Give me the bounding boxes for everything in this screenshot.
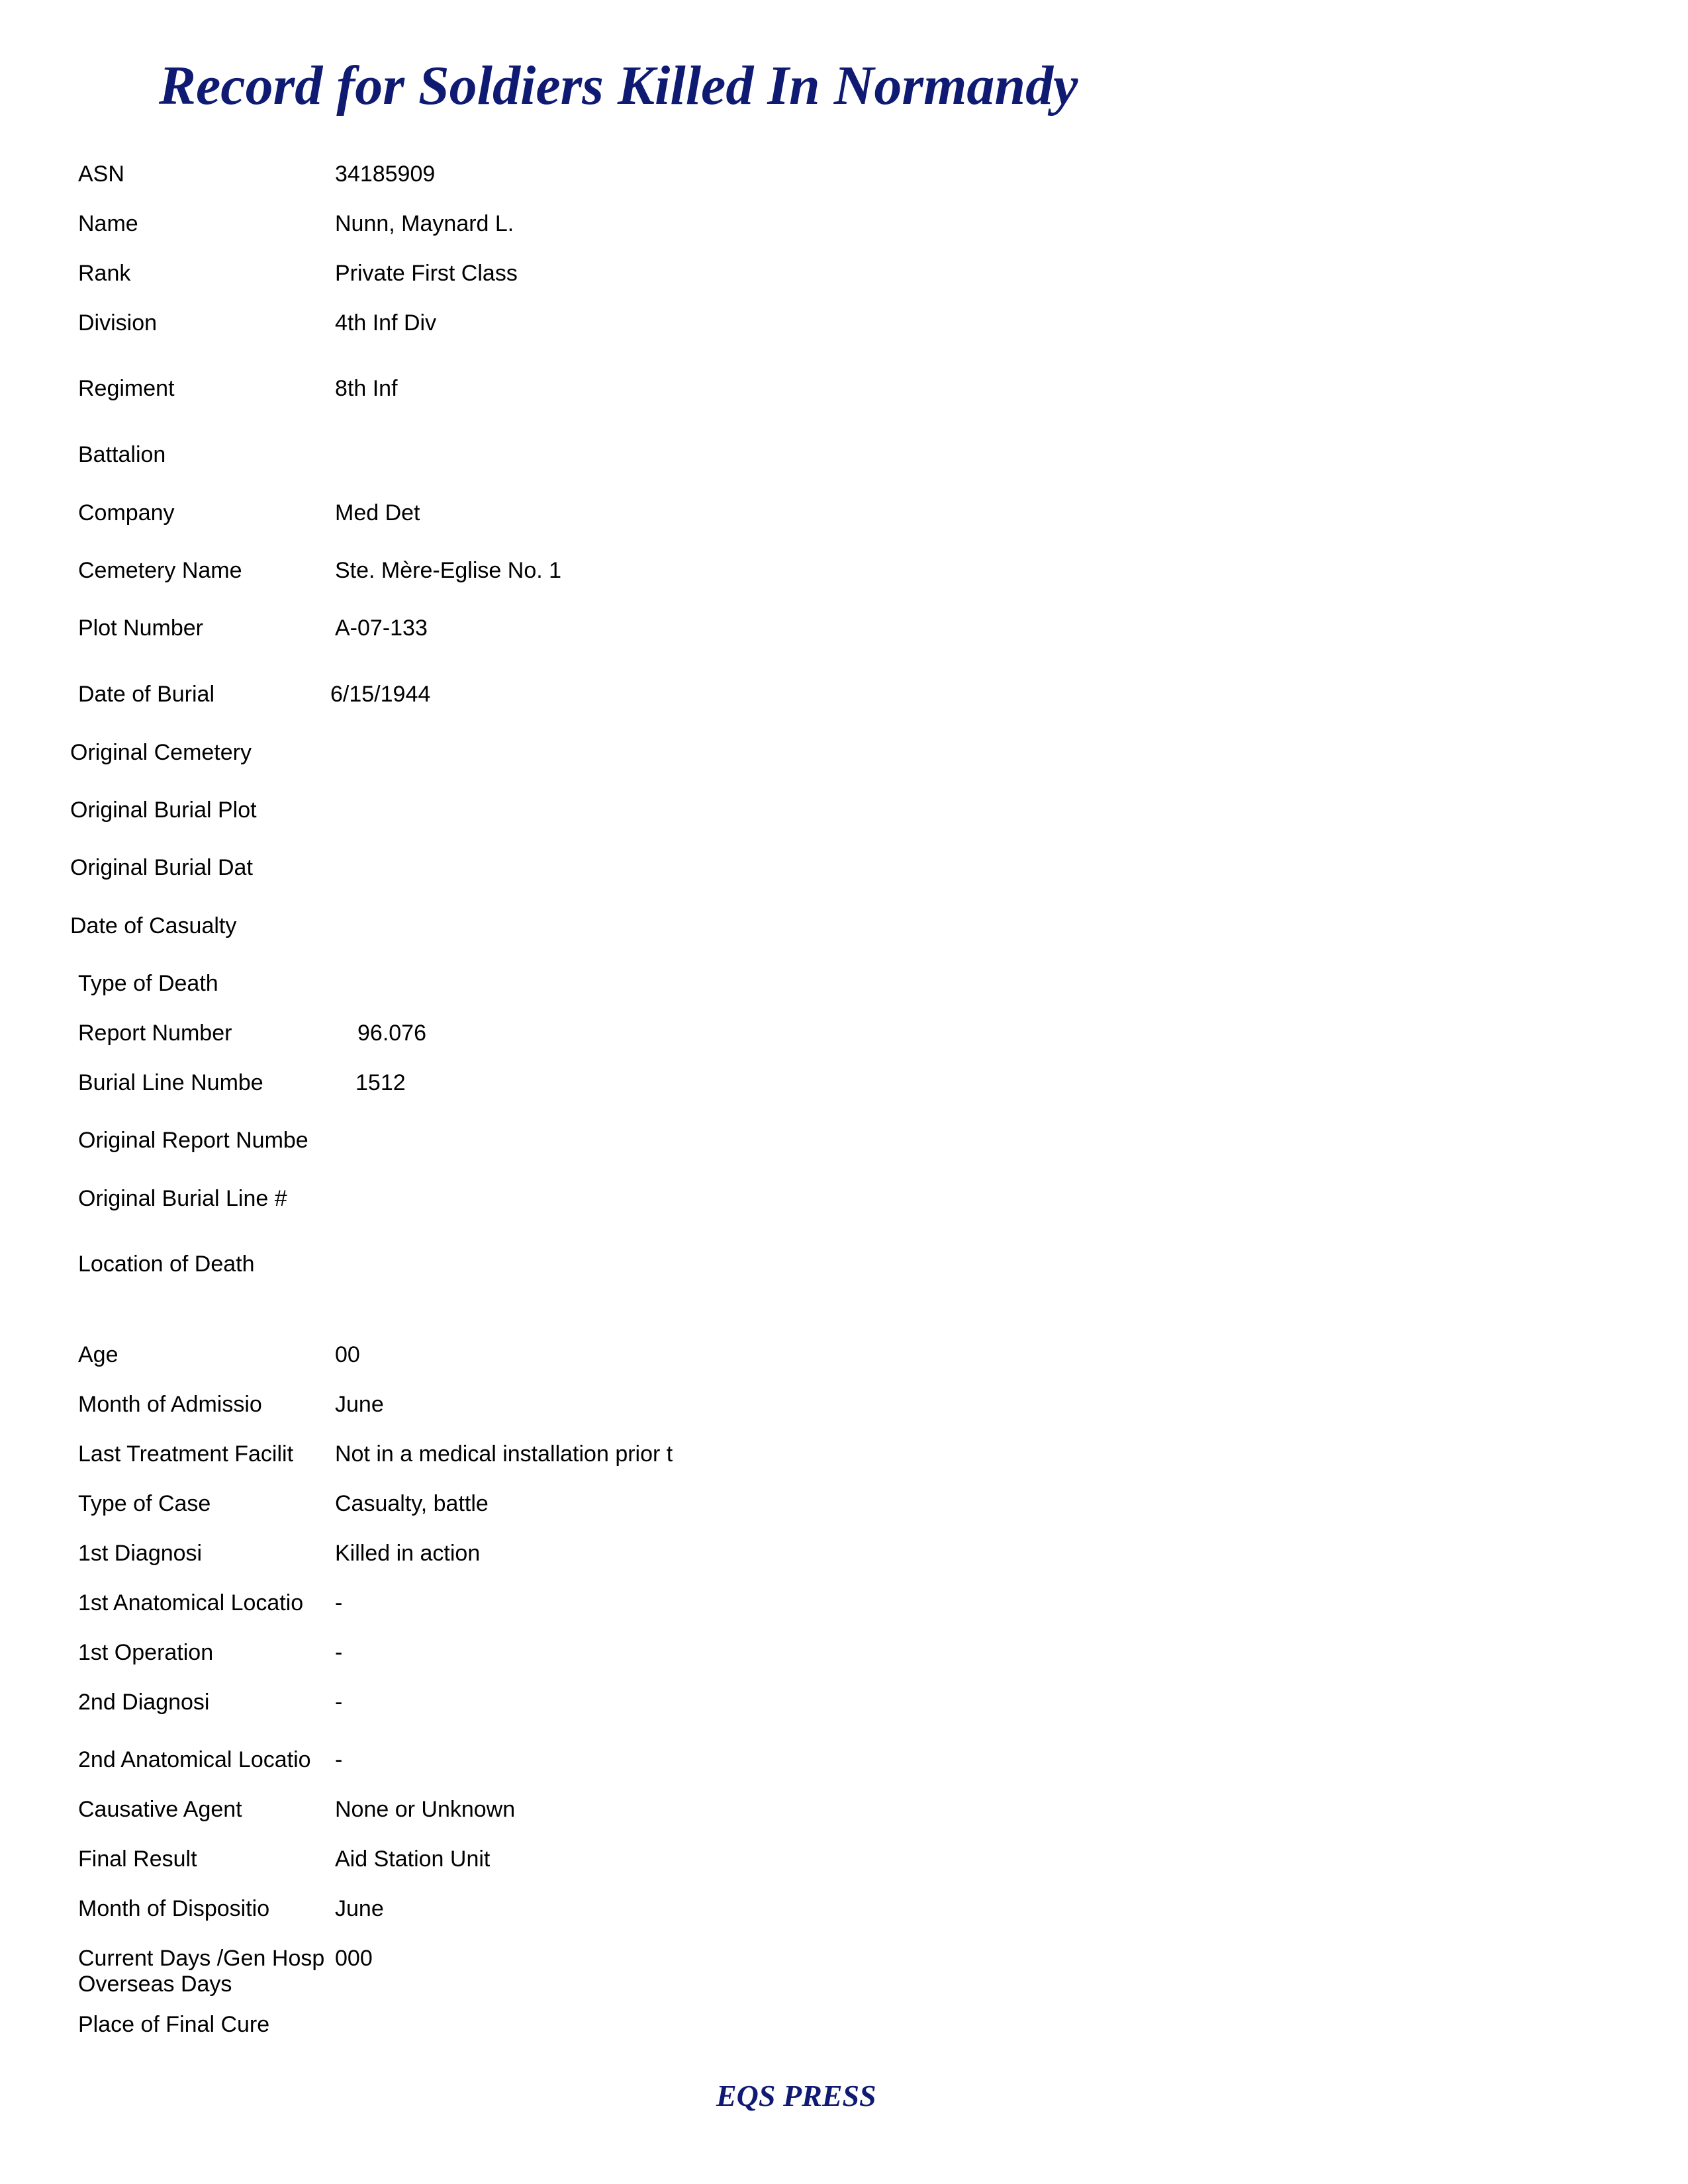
month-of-admission-value: June [335,1392,384,1417]
regiment-label: Regiment [78,376,175,401]
regiment-value: 8th Inf [335,376,398,401]
type-of-death-label: Type of Death [78,971,218,996]
current-days-gen-hosp-value: 000 [335,1946,373,1971]
second-anatomical-location-value: - [335,1747,343,1772]
page-title: Record for Soldiers Killed In Normandy [159,55,1078,116]
cemetery-name-value: Ste. Mère-Eglise No. 1 [335,558,562,583]
month-of-disposition-label: Month of Dispositio [78,1896,270,1921]
original-report-number-label: Original Report Numbe [78,1128,308,1153]
last-treatment-facility-label: Last Treatment Facilit [78,1441,294,1467]
type-of-case-value: Casualty, battle [335,1491,489,1516]
current-days-gen-hosp-label: Current Days /Gen Hosp [78,1946,325,1971]
first-operation-label: 1st Operation [78,1640,214,1665]
cemetery-name-label: Cemetery Name [78,558,242,583]
plot-number-value: A-07-133 [335,615,428,641]
rank-value: Private First Class [335,261,518,286]
company-label: Company [78,500,175,525]
first-diagnosis-value: Killed in action [335,1541,481,1566]
name-value: Nunn, Maynard L. [335,211,514,236]
final-result-value: Aid Station Unit [335,1846,491,1872]
first-anatomical-location-value: - [335,1590,343,1615]
original-burial-plot-label: Original Burial Plot [70,797,257,823]
battalion-label: Battalion [78,442,166,467]
first-diagnosis-label: 1st Diagnosi [78,1541,203,1566]
rank-label: Rank [78,261,131,286]
second-anatomical-location-label: 2nd Anatomical Locatio [78,1747,311,1772]
location-of-death-label: Location of Death [78,1251,255,1277]
burial-line-number-value: 1512 [355,1070,406,1095]
causative-agent-value: None or Unknown [335,1797,516,1822]
causative-agent-label: Causative Agent [78,1797,242,1822]
asn-value: 34185909 [335,161,436,187]
first-anatomical-location-label: 1st Anatomical Locatio [78,1590,304,1615]
publisher-footer: EQS PRESS [716,2079,876,2113]
second-diagnosis-value: - [335,1690,343,1715]
asn-label: ASN [78,161,124,187]
date-of-burial-value: 6/15/1944 [330,682,431,707]
division-label: Division [78,310,158,336]
original-burial-line-label: Original Burial Line # [78,1186,287,1211]
place-of-final-cure-label: Place of Final Cure [78,2012,270,2037]
plot-number-label: Plot Number [78,615,203,641]
report-number-label: Report Number [78,1021,232,1046]
date-of-casualty-label: Date of Casualty [70,913,237,938]
first-operation-value: - [335,1640,343,1665]
company-value: Med Det [335,500,420,525]
burial-line-number-label: Burial Line Numbe [78,1070,263,1095]
name-label: Name [78,211,138,236]
original-cemetery-label: Original Cemetery [70,740,252,765]
overseas-days-label: Overseas Days [78,1972,232,1997]
final-result-label: Final Result [78,1846,197,1872]
second-diagnosis-label: 2nd Diagnosi [78,1690,210,1715]
division-value: 4th Inf Div [335,310,437,336]
age-label: Age [78,1342,118,1367]
age-value: 00 [335,1342,360,1367]
month-of-disposition-value: June [335,1896,384,1921]
type-of-case-label: Type of Case [78,1491,211,1516]
month-of-admission-label: Month of Admissio [78,1392,262,1417]
last-treatment-facility-value: Not in a medical installation prior t [335,1441,673,1467]
report-number-value: 96.076 [357,1021,426,1046]
date-of-burial-label: Date of Burial [78,682,214,707]
original-burial-date-label: Original Burial Dat [70,855,253,880]
